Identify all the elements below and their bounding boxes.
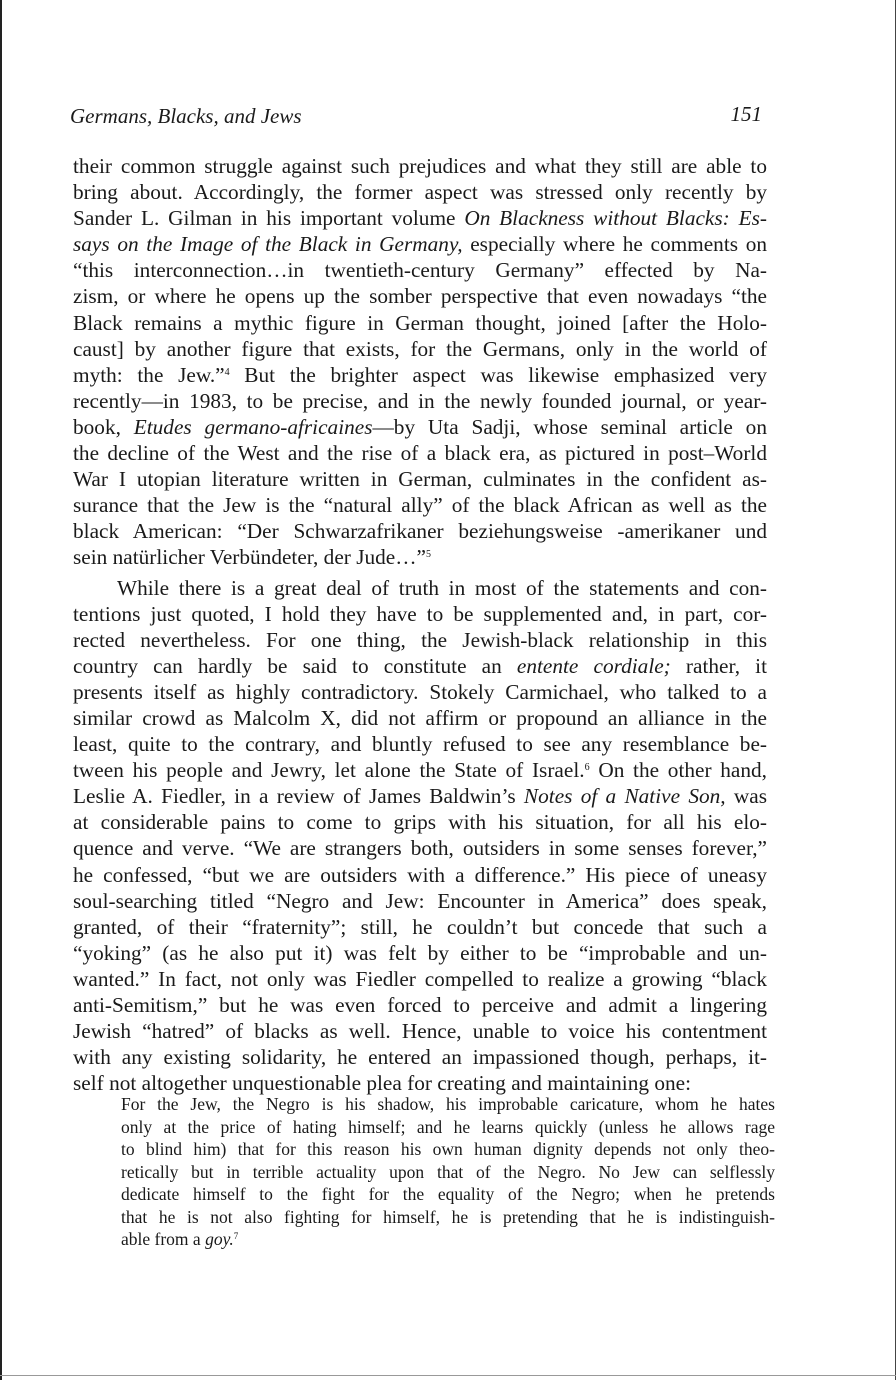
text-line bbox=[73, 388, 767, 414]
text-line bbox=[73, 888, 767, 914]
text-run: was bbox=[725, 784, 767, 809]
text-line bbox=[73, 679, 767, 705]
paragraph-2 bbox=[73, 575, 767, 1097]
page-bottom-edge bbox=[0, 1375, 896, 1376]
text-run: presents itself as highly contradictory. Stokely Carmichael, who talked to a bbox=[73, 679, 767, 704]
text-run: zism, or where he opens up the somber perspective that even nowadays “the bbox=[73, 284, 767, 309]
text-line bbox=[73, 862, 767, 888]
text-line bbox=[73, 414, 767, 440]
text-line bbox=[73, 257, 767, 283]
text-line bbox=[73, 336, 767, 362]
text-line bbox=[73, 783, 767, 809]
text-line bbox=[73, 914, 767, 940]
text-run: retically but in terrible actuality upon that of the Negro. No Jew can selflessly bbox=[121, 1161, 775, 1182]
text-line bbox=[73, 966, 767, 992]
page-left-edge bbox=[0, 0, 2, 1380]
paragraph-1 bbox=[73, 153, 767, 571]
text-line bbox=[73, 575, 767, 601]
text-line bbox=[73, 757, 767, 783]
text-run: rather, it bbox=[670, 653, 767, 678]
text-run: caust] by another figure that exists, for the Germans, only in the world of bbox=[73, 336, 767, 361]
text-run: “this interconnection…in twentieth-century Germany” effected by Na- bbox=[73, 258, 767, 283]
text-run: granted, of their “fraternity”; still, he couldn’t but concede that such a bbox=[73, 914, 767, 939]
text-run: tentions just quoted, I hold they have to be supplemented and, in part, cor- bbox=[73, 601, 767, 626]
text-run: at considerable pains to come to grips with his situation, for all his elo- bbox=[73, 810, 767, 835]
text-run: country can hardly be said to constitute an bbox=[73, 653, 517, 678]
text-line bbox=[73, 231, 767, 257]
text-line bbox=[73, 466, 767, 492]
text-run: to blind him) that for this reason his own human dignity depends not only theo- bbox=[121, 1139, 775, 1159]
text-line bbox=[73, 492, 767, 518]
text-run: soul-searching titled “Negro and Jew: Encounter in America” does speak, bbox=[73, 888, 767, 913]
text-run: dedicate himself to the fight for the equality of the Negro; when he pretends bbox=[121, 1184, 775, 1204]
italic-text: On Blackness without Blacks: Es- bbox=[464, 206, 767, 231]
text-run: able from a bbox=[121, 1229, 206, 1249]
text-line bbox=[73, 601, 767, 627]
text-run: Jewish “hatred” of blacks as well. Hence, unable to voice his contentment bbox=[73, 1019, 767, 1044]
text-run: surance that the Jew is the “natural ally” of the black African as well as the bbox=[73, 493, 767, 518]
text-run: recently—in 1983, to be precise, and in the newly founded journal, or year- bbox=[73, 388, 767, 413]
text-run: But the brighter aspect was likewise emphasized very bbox=[229, 362, 767, 387]
text-run: especially where he comments on bbox=[462, 232, 767, 257]
text-line bbox=[73, 809, 767, 835]
text-run: anti-Semitism,” but he was even forced to perceive and admit a lingering bbox=[73, 993, 767, 1017]
text-run: Sander L. Gilman in his important volume bbox=[73, 206, 465, 231]
text-run: self not altogether unquestionable plea for creating and maintaining one: bbox=[73, 1071, 691, 1096]
text-run: that he is not also fighting for himself, he is pretending that he is indistinguish- bbox=[121, 1206, 775, 1227]
text-run: War I utopian literature written in German, culminates in the confident as- bbox=[73, 467, 767, 492]
text-line bbox=[73, 544, 767, 570]
text-run: book, bbox=[73, 414, 134, 439]
italic-text: says on the Image of the Black in Germany, bbox=[73, 232, 463, 257]
text-line bbox=[73, 179, 767, 205]
italic-text: Notes of a Native Son, bbox=[523, 784, 726, 809]
italic-text: goy. bbox=[205, 1229, 234, 1249]
text-run: their common struggle against such prejudices and what they still are able to bbox=[73, 154, 767, 178]
text-line bbox=[73, 940, 767, 966]
text-line bbox=[73, 627, 767, 653]
text-line bbox=[121, 1138, 775, 1161]
page-number: 151 bbox=[730, 102, 762, 126]
text-run: black American: “Der Schwarzafrikaner beziehungsweise -amerikaner und bbox=[73, 519, 767, 544]
text-line bbox=[121, 1161, 775, 1184]
text-line bbox=[73, 518, 767, 544]
text-line bbox=[73, 992, 767, 1018]
text-run: myth: the Jew.” bbox=[73, 362, 225, 387]
text-run: Leslie A. Fiedler, in a review of James Baldwin’s bbox=[73, 784, 524, 809]
text-run: While there is a great deal of truth in most of the statements and con- bbox=[117, 575, 767, 600]
text-line bbox=[121, 1183, 775, 1206]
footnote-marker: 4 bbox=[224, 366, 230, 378]
text-line bbox=[73, 1018, 767, 1044]
text-run: tween his people and Jewry, let alone the State of Israel. bbox=[73, 758, 585, 783]
text-line bbox=[121, 1228, 775, 1251]
text-run: similar crowd as Malcolm X, did not affirm or propound an alliance in the bbox=[73, 705, 767, 730]
text-run: sein natürlicher Verbündeter, der Jude…” bbox=[73, 545, 426, 570]
body-text bbox=[73, 153, 767, 1096]
text-line bbox=[73, 205, 767, 231]
block-quote bbox=[121, 1093, 775, 1251]
footnote-marker: 6 bbox=[584, 762, 590, 774]
footnote-marker: 7 bbox=[233, 1231, 239, 1241]
text-run: quence and verve. “We are strangers both, outsiders in some senses forever,” bbox=[73, 836, 767, 861]
text-line bbox=[73, 153, 767, 179]
text-run: least, quite to the contrary, and bluntly refused to see any resemblance be- bbox=[73, 732, 767, 757]
italic-text: Etudes germano-africaines bbox=[133, 414, 373, 439]
text-run: he confessed, “but we are outsiders with a difference.” His piece of uneasy bbox=[73, 862, 767, 887]
text-line bbox=[73, 310, 767, 336]
page-header bbox=[70, 104, 764, 134]
text-line bbox=[73, 440, 767, 466]
text-line bbox=[73, 362, 767, 388]
text-line bbox=[121, 1116, 775, 1139]
text-line bbox=[73, 653, 767, 679]
text-run: bring about. Accordingly, the former aspect was stressed only recently by bbox=[73, 180, 767, 205]
text-run: the decline of the West and the rise of a black era, as pictured in post–World bbox=[73, 441, 767, 466]
text-line bbox=[73, 283, 767, 309]
text-line bbox=[121, 1206, 775, 1229]
running-head: Germans, Blacks, and Jews bbox=[70, 104, 302, 128]
text-line bbox=[121, 1093, 775, 1116]
text-line bbox=[73, 705, 767, 731]
footnote-marker: 5 bbox=[425, 549, 431, 561]
text-run: “yoking” (as he also put it) was felt by either to be “improbable and un- bbox=[73, 940, 767, 965]
text-run: wanted.” In fact, not only was Fiedler compelled to realize a growing “black bbox=[73, 966, 767, 991]
text-run: with any existing solidarity, he entered an impassioned though, perhaps, it- bbox=[73, 1045, 767, 1070]
text-run: only at the price of hating himself; and he learns quickly (unless he allows rage bbox=[121, 1116, 775, 1137]
text-run: Black remains a mythic figure in German thought, joined [after the Holo- bbox=[73, 310, 767, 335]
text-line bbox=[73, 731, 767, 757]
text-run: —by Uta Sadji, whose seminal article on bbox=[372, 414, 767, 439]
text-line bbox=[73, 835, 767, 861]
text-run: For the Jew, the Negro is his shadow, his improbable caricature, whom he hates bbox=[121, 1094, 775, 1114]
italic-text: entente cordiale; bbox=[516, 653, 671, 678]
text-run: On the other hand, bbox=[589, 758, 767, 783]
text-line bbox=[73, 1044, 767, 1070]
text-run: rected nevertheless. For one thing, the Jewish-black relationship in this bbox=[73, 627, 767, 652]
